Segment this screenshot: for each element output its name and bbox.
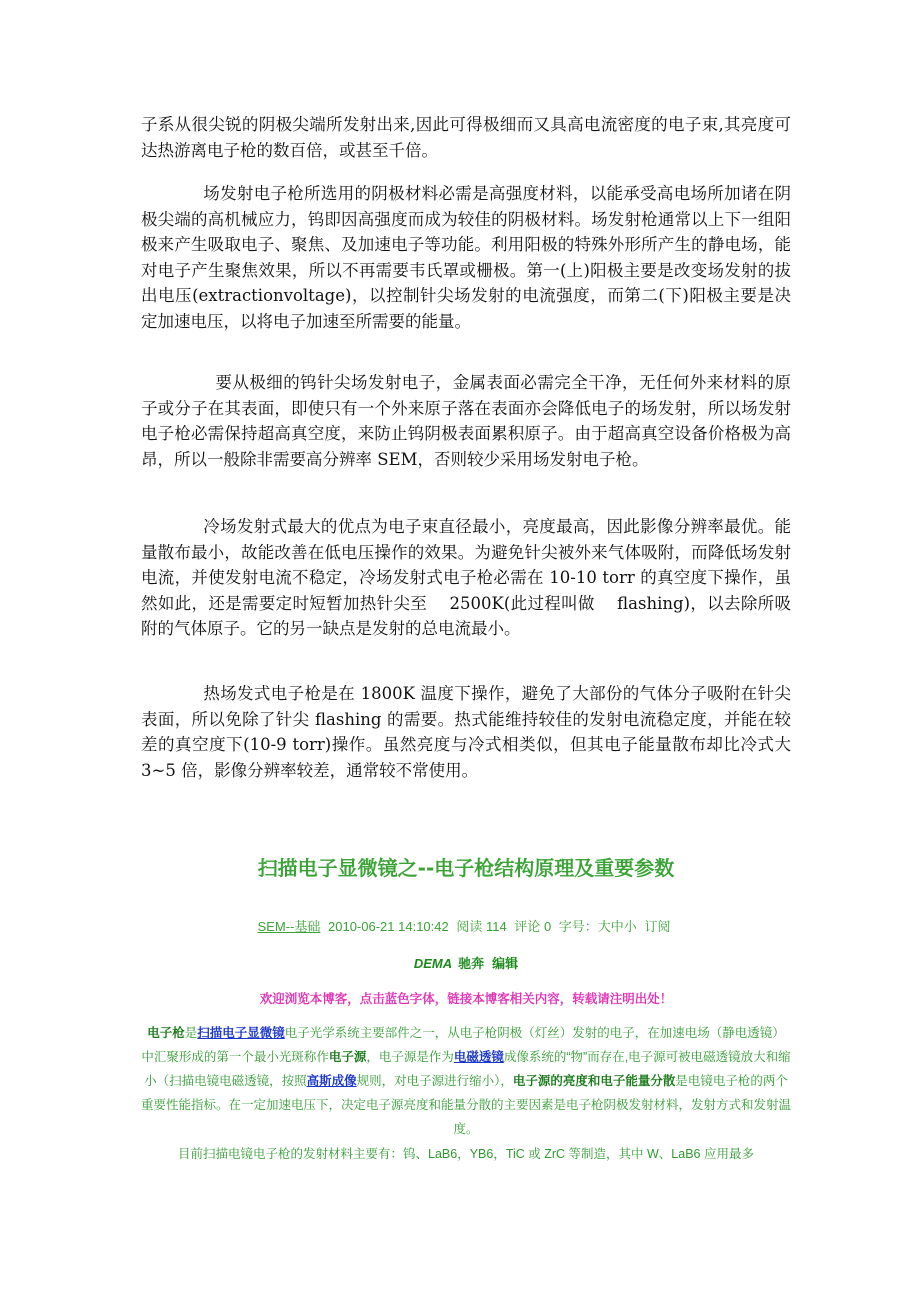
read-count: 阅读 114 [456, 919, 507, 934]
term-brightness-energy: 电子源的亮度和电子能量分散 [512, 1074, 676, 1088]
body-text: 目前扫描电镜电子枪的发射材料主要有：钨、LaB6，YB6，TiC 或 ZrC 等制造，其中 W、LaB6 应用最多 [178, 1147, 754, 1161]
editor-brand: DEMA [413, 956, 453, 971]
post-datetime: 2010-06-21 14:10:42 [328, 919, 449, 934]
term-electron-source: 电子源 [328, 1050, 367, 1064]
paragraph-5 [141, 681, 791, 783]
paragraph-3-text: 要从极细的钨针尖场发射电子，金属表面必需完全干净，无任何外来材料的原子或分子在其表面，即使只有一个外来原子落在表面亦会降低电子的场发射，所以场发射电子枪必需保持超高真空度，来防止钨阴极表面累积原子。由于超高真空设备价格极为高昂，所以一般除非需要高分辨率 SEM，否则较少采用场发射电子枪。 [141, 373, 791, 469]
body-text: ，电子源是作为 [366, 1050, 454, 1064]
editor-line [141, 953, 791, 972]
article-body-paragraph-1 [141, 1021, 791, 1141]
paragraph-5-text: 热场发式电子枪是在 1800K 温度下操作，避免了大部份的气体分子吸附在针尖表面，所以免除了针尖 flashing 的需要。热式能维持较佳的发射电流稳定度，并能在较差的真空度下(10-9 torr)操作。虽然亮度与冷式相类似，但其电子能量散布却比冷式大 3~5 倍，影像分辨率较差，通常较不常使用。 [141, 684, 791, 780]
editor-name: 驰奔 [458, 956, 485, 971]
font-size-control[interactable]: 字号：大中小 [558, 919, 637, 934]
link-gauss-imaging[interactable]: 高斯成像 [306, 1074, 357, 1088]
category-link[interactable]: SEM--基础 [257, 919, 321, 934]
link-em-lens[interactable]: 电磁透镜 [453, 1050, 504, 1064]
body-text: 成像系统的“物”而存在,电子源可被电磁透镜放大和缩小（扫描电镜电磁透镜，按照 [144, 1050, 791, 1088]
article-title: 扫描电子显微镜之--电子枪结构原理及重要参数 [257, 856, 675, 880]
paragraph-1 [141, 112, 791, 163]
article-body-paragraph-2 [141, 1142, 791, 1166]
paragraph-2 [141, 181, 791, 334]
editor-role: 编辑 [492, 956, 519, 971]
body-text: 电子光学系统主要部件之一，从电子枪阴极（灯丝）发射的电子，在加速电场（静电透镜）中汇聚形成的第一个最小光斑称作 [141, 1026, 785, 1064]
comment-count[interactable]: 评论 0 [514, 919, 552, 934]
body-text: 是电镜电子枪的两个重要性能指标。在一定加速电压下，决定电子源亮度和能量分散的主要因素是电子枪阴极发射材料，发射方式和发射温度。 [141, 1074, 792, 1136]
article-meta [141, 916, 791, 935]
paragraph-1-text: 子系从很尖锐的阴极尖端所发射出来,因此可得极细而又具高电流密度的电子束,其亮度可达热游离电子枪的数百倍，或甚至千倍。 [141, 115, 791, 160]
subscribe-link[interactable]: 订阅 [644, 919, 671, 934]
term-electron-gun: 电子枪 [147, 1026, 185, 1040]
paragraph-3 [141, 370, 791, 472]
body-text: 是 [184, 1026, 198, 1040]
paragraph-4 [141, 514, 791, 642]
paragraph-4-text: 冷场发射式最大的优点为电子束直径最小，亮度最高，因此影像分辨率最优。能量散布最小，故能改善在低电压操作的效果。为避免针尖被外来气体吸附，而降低场发射电流，并使发射电流不稳定，冷场发射式电子枪必需在 10-10 torr 的真空度下操作，虽然如此，还是需要定时短暂加热针尖至 2500K(此过程叫做 flashing)，以去除所吸附的气体原子。它的另一缺点是发射的总电流最小。 [141, 517, 791, 638]
paragraph-2-text: 场发射电子枪所选用的阴极材料必需是高强度材料，以能承受高电场所加诸在阴极尖端的高机械应力，钨即因高强度而成为较佳的阴极材料。场发射枪通常以上下一组阳极来产生吸取电子、聚焦、及加速电子等功能。利用阳极的特殊外形所产生的静电场，能对电子产生聚焦效果，所以不再需要韦氏罩或栅极。第一(上)阳极主要是改变场发射的拔出电压(extractionvoltage)，以控制针尖场发射的电流强度，而第二(下)阳极主要是决定加速电压，以将电子加速至所需要的能量。 [141, 184, 791, 331]
body-text: 规则，对电子源进行缩小）， [356, 1074, 513, 1088]
link-sem[interactable]: 扫描电子显微镜 [197, 1026, 285, 1040]
welcome-notice: 欢迎浏览本博客，点击蓝色字体，链接本博客相关内容，转载请注明出处！ [259, 992, 673, 1006]
